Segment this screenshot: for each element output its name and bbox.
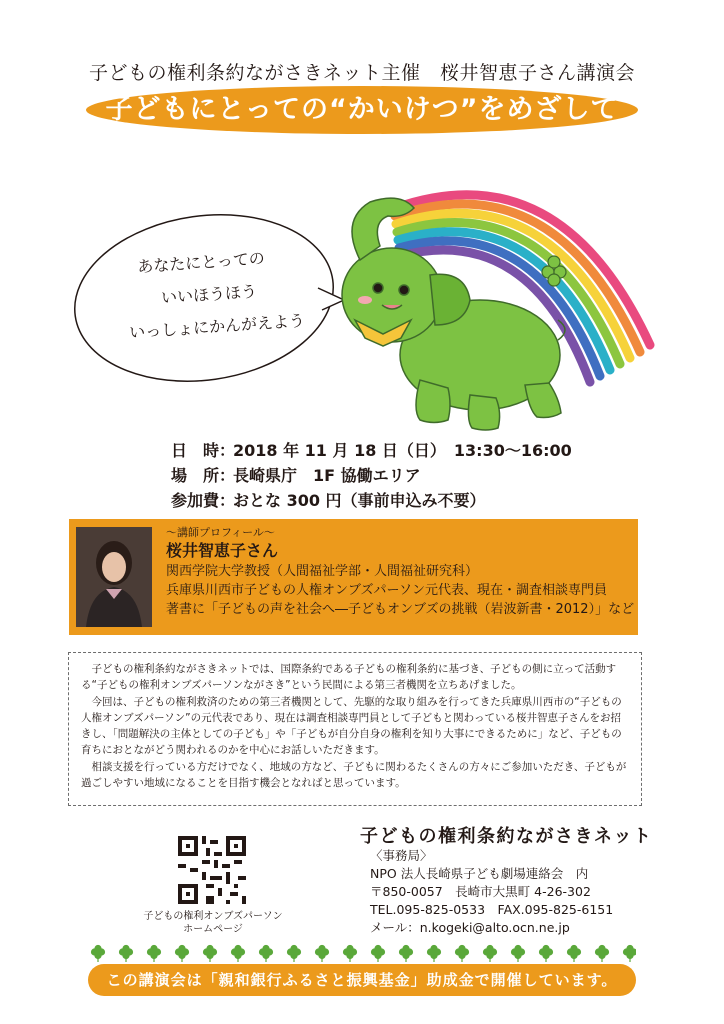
clover-icon <box>623 945 636 962</box>
clover-icon <box>567 945 581 962</box>
place-label: 場 所： <box>171 466 236 485</box>
speaker-profile-text <box>166 525 636 619</box>
place-value: 長崎県庁 1F 協働エリア <box>233 466 421 485</box>
organization-name: 子どもの権利条約ながさきネット <box>360 826 653 847</box>
clover-row <box>88 943 636 963</box>
qr-caption-line-1: 子どもの権利オンブズパーソン <box>143 911 283 922</box>
event-date-row <box>171 438 572 463</box>
office-name: NPO 法人長崎県子ども劇場連絡会 内 <box>370 866 589 881</box>
profile-line-2: 兵庫県川西市子どもの人権オンブズパーソン元代表、現在・調査相談専門員 <box>166 583 607 598</box>
profile-line-1: 関西学院大学教授（人間福祉学部・人間福祉研究科） <box>166 564 479 579</box>
clover-icon <box>147 945 161 962</box>
clover-icon <box>175 945 189 962</box>
clover-icon <box>483 945 497 962</box>
description-paragraph-3: 相談支援を行っている方だけでなく、地域の方など、子どもに関わるたくさんの方々にご参加いただき、子どもが過ごしやすい地域になることを目指す機会となればと思っています。 <box>81 760 627 790</box>
date-value: 2018 年 11 月 18 日（日） 13:30〜16:00 <box>233 441 572 460</box>
clover-icon <box>91 945 105 962</box>
clover-icon <box>287 945 301 962</box>
qr-caption <box>120 910 306 936</box>
clover-icon <box>399 945 413 962</box>
clover-icon <box>231 945 245 962</box>
clover-icon <box>203 945 217 962</box>
clover-icon <box>455 945 469 962</box>
bubble-line-3: いっしょにかんがえよう <box>128 310 306 343</box>
qr-code[interactable] <box>178 836 246 904</box>
profile-heading: 〜講師プロフィール〜 <box>166 526 275 539</box>
clover-icon <box>595 945 609 962</box>
clover-icon <box>315 945 329 962</box>
footer-banner: この講演会は「親和銀行ふるさと振興基金」助成金で開催しています。 <box>88 964 636 996</box>
qr-caption-line-2: ホームページ <box>183 924 243 935</box>
speaker-photo <box>76 527 152 627</box>
event-place-row <box>171 463 572 488</box>
pre-title: 子どもの権利条約ながさきネット主催 桜井智恵子さん講演会 <box>88 62 635 84</box>
description-paragraph-2: 今回は、子どもの権利救済のための第三者機関として、先駆的な取り組みを行ってきた兵庫県川西市の“子どもの人権オンブズパーソン”の元代表であり、現在は調査相談専門員として子どもと関わっている桜井智恵子さんをお招きし、「問題解決の主体としての子ども」や「子どもが自分自身の権利を知り大事にできるために」など、子どもの育ちにおとながどう関われるのかを中心にお話しいただきます。 <box>81 695 622 757</box>
clover-icon <box>259 945 273 962</box>
bubble-line-1: あなたにとっての <box>136 248 266 277</box>
description-box <box>68 652 642 806</box>
clover-icon <box>343 945 357 962</box>
event-details <box>171 438 572 513</box>
organization-contact <box>370 847 613 937</box>
main-title: 子どもにとっての“かいけつ”をめざして <box>105 94 619 125</box>
fee-value: おとな 300 円（事前申込み不要） <box>233 491 486 510</box>
email-address[interactable]: メール：n.kogeki@alto.ocn.ne.jp <box>370 920 570 935</box>
clover-icon <box>427 945 441 962</box>
clover-icon <box>371 945 385 962</box>
description-paragraph-1: 子どもの権利条約ながさきネットでは、国際条約である子どもの権利条約に基づき、子どもの側に立って活動する“子どもの権利オンブズパーソンながさき”という民間による第三者機関を立ちあげました。 <box>81 663 617 692</box>
bubble-line-2: いいほうほう <box>160 281 258 308</box>
event-fee-row <box>171 488 572 513</box>
date-label: 日 時： <box>171 441 236 460</box>
fee-label: 参加費： <box>171 491 236 510</box>
phone-fax: TEL.095-825-0533 FAX.095-825-6151 <box>370 902 614 917</box>
clover-icon <box>511 945 525 962</box>
office-address: 〒850-0057 長崎市大黒町 4-26-302 <box>370 884 591 899</box>
profile-line-3: 著書に「子どもの声を社会へ―子どもオンブズの挑戦（岩波新書・2012）」など <box>166 602 635 617</box>
clover-icon <box>539 945 553 962</box>
office-label: 〈事務局〉 <box>370 848 433 863</box>
clover-icon <box>119 945 133 962</box>
speaker-name: 桜井智恵子さん <box>166 541 279 560</box>
